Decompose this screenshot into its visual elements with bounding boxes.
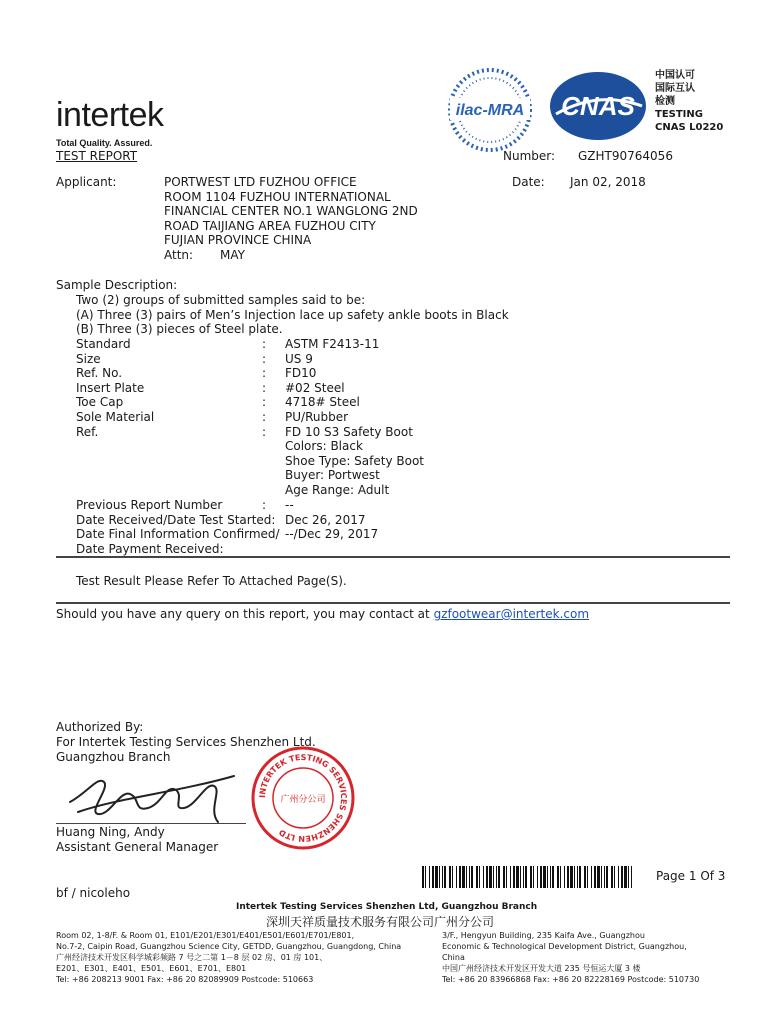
barcode-bar (621, 866, 623, 888)
sample-field-values (285, 337, 424, 498)
barcode-bar (456, 866, 457, 888)
field-value: #02 Steel (285, 380, 345, 395)
address-line: PORTWEST LTD FUZHOU OFFICE (164, 175, 357, 189)
field-colon: : (262, 351, 267, 366)
barcode-bar (624, 866, 627, 888)
barcode-bar (587, 866, 588, 888)
date-value: Jan 02, 2018 (570, 175, 646, 189)
barcode-bar (631, 866, 632, 888)
barcode-bar (462, 866, 465, 888)
barcode-bar (618, 866, 619, 888)
number-value: GZHT90764056 (578, 149, 673, 163)
stamp-icon (250, 745, 356, 851)
signature-line (56, 823, 246, 824)
authorized-branch: Guangzhou Branch (56, 750, 171, 764)
barcode-bar (476, 866, 478, 888)
barcode-bar (510, 866, 511, 888)
contact-email-link[interactable]: gzfootwear@intertek.com (433, 607, 590, 621)
field-label: Standard (76, 337, 131, 351)
barcode-bar (628, 866, 629, 888)
svg-text:ilac-MRA: ilac-MRA (455, 102, 525, 119)
attn-label: Attn: (164, 248, 194, 262)
barcode-bar (435, 866, 438, 888)
barcode-bar (584, 866, 586, 888)
authorized-org: For Intertek Testing Services Shenzhen Ltd. (56, 735, 316, 749)
applicant-label: Applicant: (56, 175, 117, 189)
prev-report-colon: : (262, 498, 267, 512)
barcode-bar (469, 866, 470, 888)
attn-value: MAY (220, 248, 245, 262)
barcode-bar (577, 866, 578, 888)
field-value: 4718# Steel (285, 395, 360, 410)
barcode-bar (442, 866, 443, 888)
ilac-mra-icon (444, 64, 536, 156)
barcode-bar (574, 866, 575, 888)
ref-extra-line: Colors: Black (285, 439, 363, 454)
field-colon: : (262, 409, 267, 424)
barcode-bar (567, 866, 569, 888)
barcode-bar (601, 866, 602, 888)
barcode-bar (496, 866, 497, 888)
field-value: FD 10 S3 Safety Boot (285, 424, 413, 439)
barcode-bar (422, 866, 424, 888)
signer-title: Assistant General Manager (56, 840, 219, 854)
address-line: ROAD TAIJIANG AREA FUZHOU CITY (164, 218, 376, 233)
date-received-value: Dec 26, 2017 (285, 513, 366, 527)
barcode-bar (471, 866, 473, 888)
field-label: Toe Cap (76, 395, 124, 410)
prepared-by: bf / nicoleho (56, 886, 131, 900)
footer-left-line: No.7-2, Caipin Road, Guangzhou Science City, GETDD, Guangzhou, Guangdong, China (56, 942, 402, 951)
svg-text:CNAS: CNAS (561, 91, 635, 121)
barcode-bar (506, 866, 507, 888)
applicant-address (164, 175, 418, 248)
footer-right-line: 3/F., Hengyun Building, 235 Kaifa Ave., Guangzhou (442, 931, 645, 940)
svg-text:广州分公司: 广州分公司 (280, 795, 326, 805)
signature-icon (58, 762, 248, 826)
contact-text: Should you have any query on this report, you may contact at (56, 607, 430, 621)
address-line: FINANCIAL CENTER NO.1 WANGLONG 2ND (164, 204, 418, 219)
barcode-bar (452, 866, 453, 888)
barcode-bar (604, 866, 605, 888)
field-label: Insert Plate (76, 380, 145, 395)
cnas-line: 检测 (655, 96, 675, 107)
sample-field-labels (76, 337, 154, 439)
barcode-bar (606, 866, 608, 888)
address-line: ROOM 1104 FUZHOU INTERNATIONAL (164, 189, 391, 204)
barcode-bar (513, 866, 515, 888)
barcode-bar (479, 866, 480, 888)
footer-left-line: Room 02, 1-8/F. & Room 01, E101/E201/E301/E401/E501/E601/E701/E801, (56, 931, 355, 940)
address-line: FUJIAN PROVINCE CHINA (164, 233, 312, 248)
date-final-label: Date Final Information Confirmed/ (76, 527, 280, 541)
field-label: Size (76, 351, 101, 366)
footer-company-cn: 深圳天祥质量技术服务有限公司广州分公司 (266, 915, 495, 929)
field-colon: : (262, 366, 267, 381)
barcode-bar (543, 866, 546, 888)
barcode-bar (570, 866, 573, 888)
barcode-bar (486, 866, 488, 888)
barcode-bar (550, 866, 551, 888)
prev-report-value: -- (285, 498, 294, 512)
barcode-bar (525, 866, 527, 888)
barcode-bar (439, 866, 440, 888)
barcode-bar (530, 866, 532, 888)
barcode (422, 866, 634, 888)
barcode-bar (489, 866, 492, 888)
barcode-bar (432, 866, 434, 888)
prev-report-label: Previous Report Number (76, 498, 223, 512)
ref-extra-line: Shoe Type: Safety Boot (285, 453, 425, 468)
field-label: Sole Material (76, 409, 155, 424)
cnas-line: 国际互认 (655, 83, 695, 94)
contact-line (56, 607, 589, 621)
ref-extra-line: Buyer: Portwest (285, 468, 380, 483)
footer-right-line: Tel: +86 20 83966868 Fax: +86 20 82228169 Postcode: 510730 (442, 975, 700, 984)
footer-right-line: Economic & Technological Development District, Guangzhou, (442, 942, 687, 951)
sample-field-colons (262, 337, 266, 439)
footer-left-line: E201、E301、E401、E501、E601、E701、E801 (56, 964, 247, 973)
date-label: Date: (512, 175, 545, 189)
company-stamp (250, 745, 356, 851)
field-value: US 9 (285, 351, 313, 366)
field-label: Ref. (76, 424, 99, 439)
barcode-bar (459, 866, 461, 888)
footer-company-en: Intertek Testing Services Shenzhen Ltd, Guangzhou Branch (236, 902, 538, 912)
intertek-logo (56, 96, 164, 135)
barcode-icon (422, 866, 634, 888)
field-label: Ref. No. (76, 366, 123, 381)
field-value: FD10 (285, 366, 317, 381)
date-received-label: Date Received/Date Test Started: (76, 513, 276, 527)
footer-right-address (442, 930, 699, 985)
barcode-bar (516, 866, 519, 888)
date-final-value: --/Dec 29, 2017 (285, 527, 379, 541)
barcode-bar (493, 866, 494, 888)
barcode-bar (591, 866, 592, 888)
cnas-line: CNAS L0220 (655, 122, 724, 133)
ref-extra-line: Age Range: Adult (285, 482, 390, 497)
field-colon: : (262, 395, 267, 410)
page-info: Page 1 Of 3 (656, 869, 726, 883)
barcode-bar (547, 866, 548, 888)
signer-name: Huang Ning, Andy (56, 825, 165, 839)
divider-bottom (56, 602, 730, 604)
cnas-accreditation-text (655, 69, 723, 134)
cnas-line: TESTING (655, 109, 703, 120)
sample-line: Two (2) groups of submitted samples said to be: (76, 293, 366, 307)
barcode-bar (579, 866, 581, 888)
ilac-mra-logo (444, 64, 536, 156)
footer-right-line: China (442, 953, 465, 962)
barcode-bar (498, 866, 500, 888)
date-payment-label: Date Payment Received: (76, 542, 224, 556)
barcode-bar (425, 866, 426, 888)
cnas-line: 中国认可 (655, 70, 695, 81)
sample-intro (76, 293, 509, 337)
logo-wordmark: intertek (56, 96, 164, 134)
authorized-by-label: Authorized By: (56, 720, 144, 734)
barcode-bar (483, 866, 484, 888)
sample-heading: Sample Description: (56, 278, 178, 292)
barcode-bar (597, 866, 600, 888)
barcode-bar (466, 866, 467, 888)
number-label: Number: (503, 149, 556, 163)
field-value: PU/Rubber (285, 409, 349, 424)
cnas-logo (548, 70, 648, 142)
barcode-bar (611, 866, 613, 888)
barcode-bar (520, 866, 521, 888)
cnas-icon (548, 70, 648, 142)
footer-left-line: Tel: +86 208213 9001 Fax: +86 20 82089909 Postcode: 510663 (56, 975, 314, 984)
barcode-bar (533, 866, 534, 888)
barcode-bar (429, 866, 430, 888)
barcode-bar (537, 866, 538, 888)
footer-left-address (56, 930, 401, 985)
result-text: Test Result Please Refer To Attached Page(S). (76, 574, 347, 588)
document-type: TEST REPORT (56, 149, 138, 163)
signature (58, 762, 248, 826)
barcode-bar (560, 866, 561, 888)
barcode-bar (614, 866, 615, 888)
sample-line: (A) Three (3) pairs of Men’s Injection lace up safety ankle boots in Black (76, 307, 509, 322)
barcode-bar (449, 866, 451, 888)
barcode-bar (523, 866, 524, 888)
field-colon: : (262, 380, 267, 395)
barcode-bar (564, 866, 565, 888)
barcode-bar (594, 866, 596, 888)
field-value: ASTM F2413-11 (285, 337, 380, 351)
barcode-bar (444, 866, 446, 888)
sample-line: (B) Three (3) pieces of Steel plate. (76, 322, 283, 337)
divider-top (56, 556, 730, 558)
barcode-bar (540, 866, 542, 888)
footer-left-line: 广州经济技术开发区科学城彩频路 7 号之二第 1－8 层 02 房、01 房 101、 (56, 953, 328, 962)
barcode-bar (552, 866, 554, 888)
footer-right-line: 中国广州经济技术开发区开发大道 235 号恒运大厦 3 楼 (442, 964, 641, 973)
svg-text:INTERTEK TESTING SERVICES SHEN: INTERTEK TESTING SERVICES SHENZHEN LTD (257, 752, 349, 844)
barcode-bar (557, 866, 559, 888)
field-colon: : (262, 424, 267, 439)
logo-tagline: Total Quality. Assured. (56, 138, 153, 148)
field-colon: : (262, 337, 267, 351)
barcode-bar (503, 866, 505, 888)
